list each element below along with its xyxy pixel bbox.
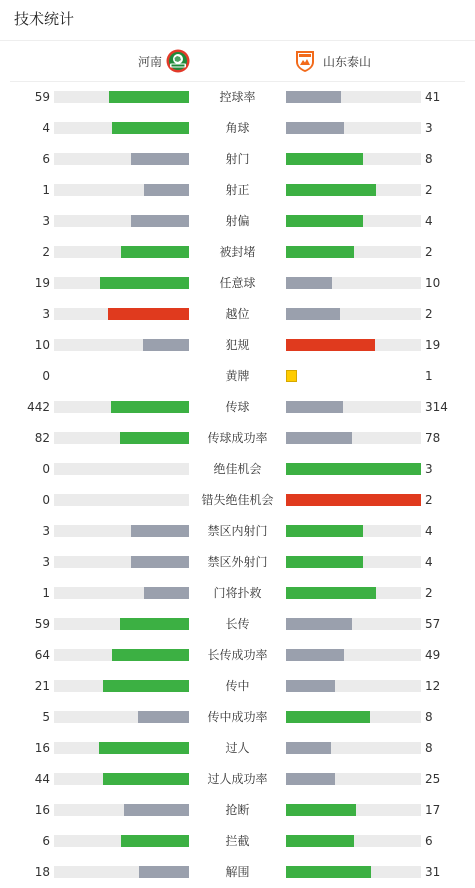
away-value: 25 (425, 772, 441, 786)
home-bar-fill (131, 215, 189, 227)
page-title: 技术统计 (14, 10, 75, 28)
home-value: 3 (42, 524, 50, 538)
home-bar-track (54, 525, 189, 537)
away-bar-track (286, 277, 421, 289)
stat-row (0, 268, 475, 299)
away-bar-fill (286, 277, 332, 289)
home-bar-fill (112, 649, 189, 661)
home-bar-track (54, 432, 189, 444)
home-value: 0 (42, 462, 50, 476)
away-value: 3 (425, 462, 433, 476)
stat-row (0, 330, 475, 361)
away-bar-fill (286, 649, 344, 661)
stat-label: 过人 (225, 741, 250, 755)
home-bar-fill (131, 525, 189, 537)
stat-row (0, 361, 475, 392)
away-value: 2 (425, 307, 433, 321)
away-value: 41 (425, 90, 441, 104)
home-bar-fill (111, 401, 189, 413)
home-bar-fill (108, 308, 189, 320)
home-value: 4 (42, 121, 50, 135)
home-bar-track (54, 587, 189, 599)
stat-label: 错失绝佳机会 (201, 493, 274, 507)
home-value: 3 (42, 214, 50, 228)
home-value: 44 (34, 772, 50, 786)
away-bar-track (286, 835, 421, 847)
home-value: 16 (34, 741, 50, 755)
away-bar-fill (286, 773, 335, 785)
away-bar-track (286, 370, 421, 382)
stat-label: 传球成功率 (207, 431, 268, 445)
away-bar-track (286, 463, 421, 475)
stat-row (0, 206, 475, 237)
away-team-name: 山东泰山 (323, 54, 372, 69)
home-bar-track (54, 184, 189, 196)
home-bar-track (54, 804, 189, 816)
away-bar-fill (286, 122, 344, 134)
away-value: 17 (425, 803, 441, 817)
yellow-card-icon (286, 370, 297, 382)
away-bar-track (286, 91, 421, 103)
away-bar-fill (286, 866, 371, 878)
home-value: 1 (42, 183, 50, 197)
away-value: 2 (425, 183, 433, 197)
home-bar-fill (121, 246, 189, 258)
away-bar-fill (286, 835, 354, 847)
home-value: 59 (34, 90, 50, 104)
home-value: 6 (42, 152, 50, 166)
away-value: 4 (425, 555, 433, 569)
home-value: 442 (27, 400, 50, 414)
away-bar-track (286, 618, 421, 630)
stat-row (0, 423, 475, 454)
away-value: 6 (425, 834, 433, 848)
home-bar-track (54, 122, 189, 134)
home-bar-fill (143, 339, 189, 351)
teams-header (0, 41, 475, 81)
home-bar-track (54, 494, 189, 506)
away-value: 10 (425, 276, 441, 290)
away-value: 4 (425, 214, 433, 228)
stat-label: 射正 (225, 183, 250, 197)
stat-label: 过人成功率 (207, 772, 268, 786)
stat-row (0, 516, 475, 547)
away-bar-fill (286, 742, 331, 754)
away-bar-fill (286, 339, 375, 351)
away-bar-fill (286, 494, 421, 506)
home-bar-fill (112, 122, 189, 134)
stat-label: 绝佳机会 (213, 462, 262, 476)
away-value: 78 (425, 431, 441, 445)
home-bar-fill (138, 711, 189, 723)
away-bar-fill (286, 804, 356, 816)
away-bar-fill (286, 525, 363, 537)
stat-row (0, 826, 475, 857)
home-bar-fill (131, 556, 189, 568)
away-value: 49 (425, 648, 441, 662)
away-value: 4 (425, 524, 433, 538)
away-bar-track (286, 773, 421, 785)
stat-label: 越位 (225, 307, 250, 321)
shandong-taishan-badge-icon (293, 49, 317, 73)
away-bar-fill (286, 308, 340, 320)
away-bar-track (286, 215, 421, 227)
away-bar-track (286, 804, 421, 816)
home-bar-track (54, 866, 189, 878)
away-value: 2 (425, 245, 433, 259)
home-bar-fill (121, 835, 189, 847)
away-bar-fill (286, 246, 354, 258)
home-bar-track (54, 711, 189, 723)
away-value: 57 (425, 617, 441, 631)
away-value: 1 (425, 369, 433, 383)
home-bar-track (54, 370, 189, 382)
stat-label: 长传 (225, 617, 250, 631)
stat-label: 犯规 (225, 338, 250, 352)
home-bar-fill (144, 587, 189, 599)
stat-row (0, 609, 475, 640)
away-bar-fill (286, 401, 343, 413)
home-value: 18 (34, 865, 50, 879)
home-bar-track (54, 835, 189, 847)
away-value: 2 (425, 586, 433, 600)
home-bar-fill (144, 184, 189, 196)
stat-row (0, 671, 475, 702)
away-bar-track (286, 308, 421, 320)
stat-row (0, 640, 475, 671)
away-bar-track (286, 153, 421, 165)
away-bar-track (286, 432, 421, 444)
home-bar-fill (103, 680, 189, 692)
home-value: 64 (34, 648, 50, 662)
stat-label: 任意球 (219, 276, 256, 290)
henan-club-badge-icon (166, 49, 190, 73)
away-bar-track (286, 401, 421, 413)
away-bar-fill (286, 432, 352, 444)
home-bar-track (54, 308, 189, 320)
away-bar-track (286, 246, 421, 258)
away-team[interactable] (293, 49, 371, 73)
home-bar-track (54, 556, 189, 568)
home-value: 0 (42, 493, 50, 507)
stat-label: 射偏 (225, 214, 250, 228)
stat-row (0, 82, 475, 113)
away-bar-track (286, 711, 421, 723)
stat-row (0, 702, 475, 733)
stat-row (0, 175, 475, 206)
home-bar-track (54, 246, 189, 258)
away-bar-track (286, 742, 421, 754)
stat-label: 禁区外射门 (207, 555, 268, 569)
away-bar-fill (286, 556, 363, 568)
stat-label: 控球率 (219, 90, 256, 104)
stat-row (0, 857, 475, 888)
stat-row (0, 113, 475, 144)
away-bar-track (286, 122, 421, 134)
away-bar-fill (286, 91, 341, 103)
away-bar-track (286, 556, 421, 568)
away-bar-fill (286, 587, 376, 599)
away-bar-fill (286, 215, 363, 227)
away-value: 8 (425, 741, 433, 755)
stat-label: 解围 (225, 865, 250, 879)
away-value: 3 (425, 121, 433, 135)
home-bar-fill (100, 277, 189, 289)
away-bar-track (286, 184, 421, 196)
home-bar-fill (109, 91, 189, 103)
home-team-name: 河南 (137, 54, 162, 69)
home-bar-track (54, 339, 189, 351)
away-bar-track (286, 525, 421, 537)
home-bar-track (54, 773, 189, 785)
away-bar-track (286, 866, 421, 878)
away-bar-track (286, 680, 421, 692)
stat-label: 抢断 (225, 803, 250, 817)
home-bar-fill (120, 432, 189, 444)
away-bar-track (286, 494, 421, 506)
away-bar-track (286, 649, 421, 661)
stat-label: 拦截 (225, 834, 250, 848)
home-value: 3 (42, 307, 50, 321)
away-bar-fill (286, 618, 352, 630)
stats-list (0, 82, 475, 888)
stat-label: 被封堵 (219, 245, 256, 259)
stat-row (0, 454, 475, 485)
home-value: 3 (42, 555, 50, 569)
home-value: 6 (42, 834, 50, 848)
stat-label: 禁区内射门 (207, 524, 268, 538)
home-bar-fill (124, 804, 189, 816)
home-value: 2 (42, 245, 50, 259)
stat-label: 黄牌 (225, 369, 250, 383)
away-value: 31 (425, 865, 441, 879)
home-bar-fill (99, 742, 189, 754)
home-value: 19 (34, 276, 50, 290)
away-bar-fill (286, 153, 363, 165)
home-value: 10 (34, 338, 50, 352)
home-value: 59 (34, 617, 50, 631)
home-bar-fill (139, 866, 189, 878)
home-bar-track (54, 153, 189, 165)
home-bar-track (54, 277, 189, 289)
stat-row (0, 547, 475, 578)
home-bar-fill (131, 153, 189, 165)
stat-label: 长传成功率 (207, 648, 268, 662)
away-bar-fill (286, 463, 421, 475)
stat-label: 传球 (225, 400, 250, 414)
home-value: 16 (34, 803, 50, 817)
home-bar-track (54, 742, 189, 754)
away-bar-track (286, 587, 421, 599)
away-value: 8 (425, 152, 433, 166)
stat-row (0, 299, 475, 330)
stat-label: 门将扑救 (213, 586, 262, 600)
home-value: 0 (42, 369, 50, 383)
away-value: 8 (425, 710, 433, 724)
away-bar-fill (286, 184, 376, 196)
home-value: 21 (34, 679, 50, 693)
home-bar-fill (103, 773, 189, 785)
stat-row (0, 392, 475, 423)
stat-row (0, 237, 475, 268)
home-value: 1 (42, 586, 50, 600)
away-bar-fill (286, 680, 335, 692)
home-bar-track (54, 91, 189, 103)
away-bar-fill (286, 711, 370, 723)
away-value: 12 (425, 679, 441, 693)
home-bar-track (54, 618, 189, 630)
home-value: 5 (42, 710, 50, 724)
home-bar-track (54, 680, 189, 692)
stat-label: 射门 (225, 152, 250, 166)
home-value: 82 (34, 431, 50, 445)
home-bar-track (54, 215, 189, 227)
stat-row (0, 485, 475, 516)
stat-label: 角球 (225, 121, 250, 135)
stat-label: 传中 (225, 679, 250, 693)
stat-row (0, 733, 475, 764)
stat-row (0, 578, 475, 609)
home-bar-track (54, 463, 189, 475)
home-bar-track (54, 401, 189, 413)
stat-row (0, 795, 475, 826)
home-bar-track (54, 649, 189, 661)
stat-label: 传中成功率 (207, 710, 268, 724)
away-value: 2 (425, 493, 433, 507)
stat-row (0, 764, 475, 795)
home-bar-fill (120, 618, 189, 630)
away-value: 314 (425, 400, 448, 414)
away-bar-track (286, 339, 421, 351)
away-value: 19 (425, 338, 441, 352)
home-team[interactable] (138, 49, 190, 73)
stat-row (0, 144, 475, 175)
